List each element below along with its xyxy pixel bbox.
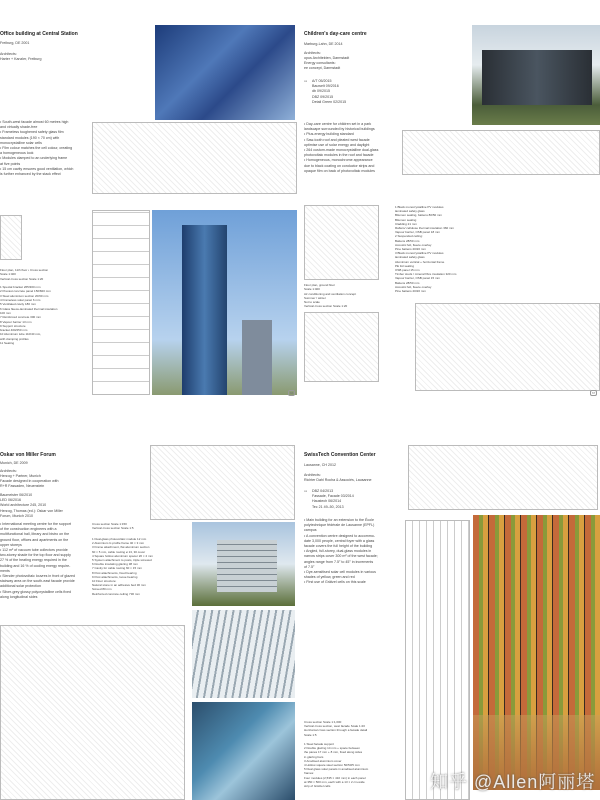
project-title: Children's day-care centre [304,31,367,37]
forum-photo [192,522,295,606]
energy-label: Energy consultants: [304,61,336,65]
vertical-section-drawing [415,303,600,391]
project-bullets: • Main building for an extension to the École polytechnique fédérale de Lausanne (EPFL) campus • A convention centre designed to accommo- date 3,000 people, central foyer with a glass facade covers the full height of the building • Angled, full-storey, dual-glass modules in narrow strips cover 300 m² of the west facade; angles range from 7.5° to 45° in increments of 7.5° • Dye-sensitised solar cell modules in various shades of yellow, green and red • First use of Grätzel cells on this scale [304,518,378,585]
architects: Harter + Kanzler, Freiburg [0,57,42,61]
tower-photo [152,210,297,395]
project-bullets: • Day-care centre for children set in a park landscape surrounded by historical buildings • Plus-energy building standard • Saw-tooth roof and pleated west facade optimise use of solar energy and daylight • 264 custom-made monocrystalline dual-glass photovoltaic modules in the roof and facade • Homogeneous, monochrome appearance due to black coating on conductor strips and opaque film on back of photovoltaic modules [304,122,379,173]
roof-section-drawing [402,130,600,175]
vertical-section-drawing [0,625,185,800]
architects: opus Architekten, Darmstadt [304,56,350,60]
energy-consultants: ee concept, Darmstadt [304,66,341,70]
project-title: Office building at Central Station [0,31,78,37]
floor-plan-drawing [304,205,379,280]
page-number: 67 [592,391,596,395]
references: Baumeister 06/2010 LED 06/2016 World architecture 245, 2010 Herzog, Thomas (ed.): Oskar von Miller Forum, Munich 2010 [0,493,63,518]
colored-facade-photo [473,515,600,790]
pv-module-photo [192,702,295,800]
drawing-caption: Floor plan, 11th floor • Cross section Scale 1:400 Vertical cross section Scale 1:20 1 Special bracket 265/300 mm 2 Precast concrete panel 150/820 mm 3 Steel aluminium section 20/60 mm 4 Frameless solar panel 6 mm 5 Ventilated cavity 180 mm 6 Glass fleece-laminated thermal insulation 100 mm 7 Reinforced concrete 300 mm 8 Vapour barrier 13 mm 9 Support structure bracket 400/250 mm 10 Aluminium tube 110/40 mm, with clamping profiles 11 Seating [0,268,58,346]
book-icon: ▭ [304,79,308,83]
project-location: Freiburg, DE 2001 [0,41,30,45]
architects-label: Architects: [0,52,17,56]
cross-section-drawing [408,445,598,510]
section-drawing [92,122,297,194]
project-title: SwissTech Convention Center [304,452,376,458]
floor-plan-drawing [0,215,22,260]
architects-label: Architects: [0,469,17,473]
facade-photo [155,25,295,120]
architects: Richter Dahl Rocha & Associés, Lausanne [304,478,372,482]
drawing-caption: Cross section Scale 1:150 Vertical cross section Scale 1:5 [92,522,134,531]
ventilation-diagram [304,312,379,382]
cross-section-drawing [150,445,295,520]
page-number: 66 [290,391,294,395]
project-bullets: • International meeting centre for the support of the construction engineers with a multifunctional hall, library and bistro on the ground floor, offices and apartments on the upper storeys • 112 m² of vacuum tube collectors provide two-storey shade for the top floor and supply 27 % of the heating energy required in the building and 16 % of cooling energy require- ments • Slender photovoltaic louvres in front of glazed stairway area on the south-east facade provide additional solar protection • Silver-grey glossy polycrystalline cells fixed along longitudinal sides [0,522,75,599]
materials-list: 1 Black monocrystalline PV modules laminated safety glass Bitumen sealing, battens 80/50 mm Bitumen sealing Cladding 21 mm Rafters/ cellulose thermal insulation 360 mm Vapour barrier, OSB panel 18 mm 2 Suspended ceiling: Battens 28/50 mm Acoustic felt, fleece overlay Pine battens 20/20 mm 3 Black monocrystalline PV modules laminated safety glass Aluminium vertical + horizontal frame PE foil sealing OSB panel 15 mm Timber studs / mineral fibre insulation 320 mm Vapour barrier, OSB panel 15 mm Battens 28/50 mm Acoustic felt, fleece overlay Pine battens 20/20 mm [395,205,457,294]
project-location: Munich, DE 2009 [0,461,28,465]
vertical-section-drawing [405,520,470,800]
daycare-photo [472,25,600,125]
drawing-caption: Cross section Scale 1:1,000 Vertical cross section, west facade Scale 1:20 Horizontal cross section through a facade detail Scale 1:5 [304,720,368,737]
drawing-caption: Floor plan, ground floor Scale 1:400 Air conditioning and ventilation concept Summer / winter Not to scale Vertical cross section Scale 1:20 [304,283,357,309]
materials-list: 1 Steel facade support 2 Double glazing 14 mm + space between the panes 17 mm + 8 mm, fixed along sides in glazing bars 3 Anodised aluminium cover 4 Hollow square steel section 50/50/5 mm 5 Dual glass solar panels in anodised aluminium frames: Four modules (2,535 × 410 mm) in each panel at 350 × 500 mm, each with a 13 × 2 cm-wide strip of Grätzel cells [304,742,369,789]
book-icon: ▭ [304,489,308,493]
louvre-photo [192,610,295,698]
project-bullets: • South-west facade almost 60 metres high and virtually shade-free • Frameless toughened safety glass film standard modules (190 × 70 cm) with monocrystalline solar cells • Film colour matches the cell colour, creating a homogeneous look • Modules clamped to an underlying frame at five points • 15 cm cavity ensures good ventilation, which is further enhanced by the stack effect [0,120,74,177]
references: A/T 05/2015 Bauwelt 09/2016 db 09/2015 DBZ 09/2015 Detail Green 02/2015 [312,79,347,104]
watermark: 知乎 @Allen阿丽塔 [430,772,596,792]
materials-list: 1 Dual-glass photovoltaic module 12 mm 2 Aluminium U-profile frame 40 × 3 mm 3 Frame attachment, flat aluminium section 60 × 5 mm, cable routing ø 13, 30 cover 4 Square hollow aluminium spacer 20 × 2 mm 5 System attachment to posts, triple screwed 6 Double insulating glazing 38 mm 7 Cavity for cable routing 60 × 15 mm 8 Post attachments, fixed bearing 9 Post attachments, loose bearing 10 Floor structure: Natural stone in an adhesive bed 30 mm Screed 80 mm Reinforced concrete ceiling 730 mm [92,537,153,596]
architects-label: Architects: [304,473,321,477]
project-location: Lausanne, CH 2012 [304,463,336,467]
architects-label: Architects: [304,51,321,55]
project-title: Oskar von Miller Forum [0,452,56,458]
references: DBZ 04/2013 Fassade, Facade 03/2014 Haustech 06/2014 Tec 21 49–50, 2013 [312,489,354,509]
vertical-section-drawing [92,210,150,395]
architects: Herzog + Partner, Munich Facade designed in cooperation with R+R Fassaden, Neuenstein [0,474,59,489]
project-location: Marburg-Lahn, DE 2014 [304,42,343,46]
